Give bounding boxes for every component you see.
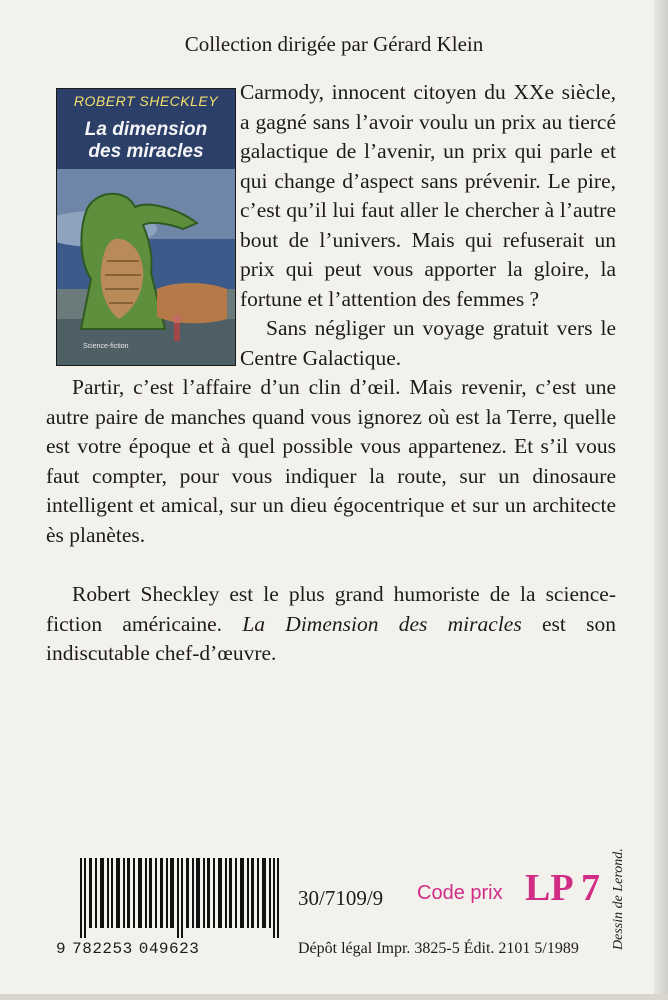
summary-paragraph-3: Partir, c’est l’affaire d’un clin d’œil. Mais revenir, c’est une autre paire de manches quand vous ignorez où est la Terre, quelle est votre époque et à quel possible vous appartenez. Et s’il vous faut compter, pour vous indiquer la route, sur un dinosaure intelligent et amical, sur un dieu égocentrique et sur un architecte ès planètes.	[46, 375, 616, 547]
back-cover-summary	[46, 78, 616, 669]
illustration-credit: Dessin de Lerond.	[611, 848, 626, 950]
barcode-digits	[56, 940, 286, 958]
legal-deposit: Dépôt légal Impr. 3825-5 Édit. 2101 5/1989	[298, 940, 579, 957]
barcode-group-2: 049623	[138, 940, 200, 958]
barcode	[80, 858, 286, 938]
price-code-label: Code prix	[417, 882, 503, 904]
cover-author: ROBERT SHECKLEY	[73, 93, 219, 109]
page-edge	[654, 0, 668, 1000]
cover-title-line1: La dimension	[84, 119, 208, 140]
collection-header: Collection dirigée par Gérard Klein	[184, 32, 484, 56]
cover-spacer	[46, 78, 240, 372]
page-bottom-edge	[0, 994, 668, 1000]
cover-title-line2: des miracles	[88, 141, 204, 162]
barcode-digit-first: 9	[56, 940, 67, 958]
price-code-value: LP 7	[525, 867, 600, 909]
catalog-code: 30/7109/9	[298, 886, 384, 910]
summary-p4-start: Robert Sheckley est le plus grand humoriste de la science-fiction américaine.	[46, 582, 616, 636]
barcode-group-1: 782253	[72, 940, 133, 958]
cover-series-label: Science-fiction	[83, 343, 129, 350]
book-title-italic: La Dimension des miracles	[242, 611, 522, 636]
summary-paragraph-1: Carmody, innocent citoyen du XXe siècle, a gagné sans l’avoir voulu un prix au tiercé galactique de l’avenir, un prix qui parle et qui change d’aspect sans prévenir. Le pire, c’est qu’il lui faut aller le chercher à l’autre bout de l’univers. Mais qui refuserait un prix qui peut vous apporter la gloire, la fortune et l’attention des femmes ?	[240, 80, 616, 311]
summary-p4-end: est son indiscutable chef-d’œuvre.	[46, 611, 616, 665]
summary-paragraph-2: Sans négliger un voyage gratuit vers le Centre Galactique.	[240, 316, 616, 370]
summary-paragraph-4	[46, 580, 616, 669]
